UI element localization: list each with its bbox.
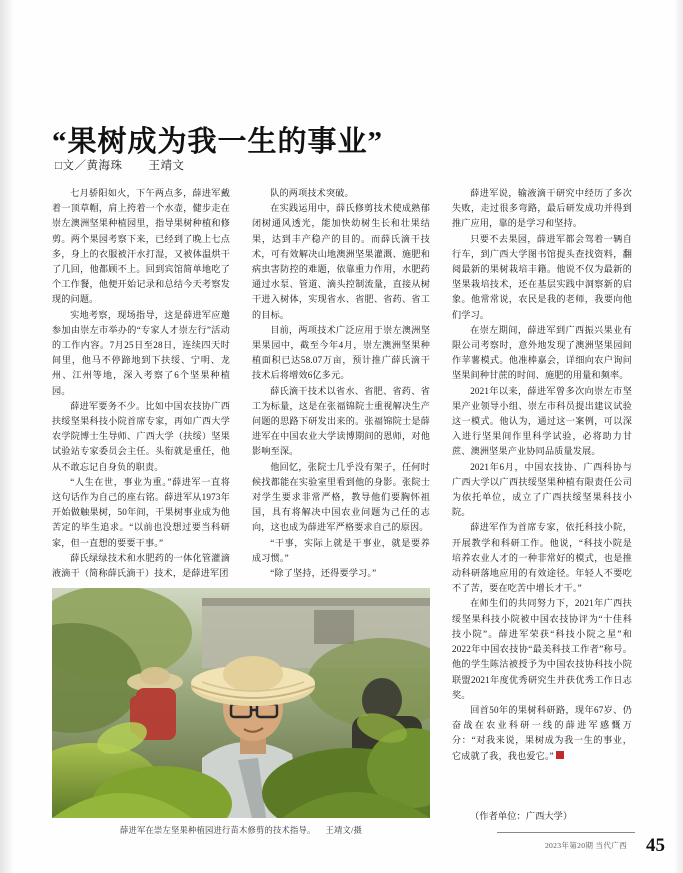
paragraph: 目前，两项技术广泛应用于崇左澳洲坚果果园中，截至今年4月，崇左澳洲坚果种植面积已达58.07万亩，预计推广薛氏滴干技术后将增效6亿多元。	[252, 324, 430, 381]
paragraph: “人生在世，事业为重。”薛进军一直将这句话作为自己的座右铭。薛进军从1973年开始做触果树，50年间，干果树事业成为他苦定的毕生追求。“以前也没想过要当科研家，但一直想的要要干事。”	[52, 476, 230, 548]
photo-credit: 王靖文/摄	[325, 826, 362, 835]
article-column-1	[52, 186, 230, 579]
paragraph: 2021年6月，中国农技协、广西科协与广西大学以广西扶绥坚果种植有限责任公司为依托单位，成立了广西扶绥坚果科技小院。	[452, 461, 632, 518]
paragraph: 队的两项技术突破。	[270, 188, 354, 198]
footer-meta	[545, 840, 627, 851]
footer-divider	[497, 832, 635, 833]
photo-caption-text: 薛进军在崇左坚果种植园进行苗木修剪的技术指导。	[120, 826, 316, 835]
paragraph: 2021年以来，薛进军曾多次向崇左市坚果产业领导小组、崇左市科员提出建议试验这一模式。他认为，通过这一案例，可以深入进行坚果间作里科学试验，必将助力甘蔗、澳洲坚果产业协同品质量发展。	[452, 385, 632, 457]
paragraph: 他回忆，张院士几乎没有架子，任何时候找都能在实验室里看到他的身影。张院士对学生要求非常严格，教导他们要胸怀祖国，具有将解决中国农业问题为己任的志向，这也成为薛进军严格要求自己的原因。	[252, 461, 430, 533]
paragraph: 薛进军要务不少。比如中国农技协广西扶绥坚果科技小院首席专家，再如广西大学农学院博士生导师、广西大学（扶绥）坚果试验站专家委员会主任。头衔就是重任，他从不敢忘记自身负的职责。	[52, 400, 230, 472]
paragraph: 薛进军说，输液滴干研究中经历了多次失败，走过很多弯路，最后研发成功并得到推广应用，靠的是学习和坚持。	[452, 188, 632, 229]
paragraph: 回首50年的果树科研路，现年67岁、仍奋战在农业科研一线的薛进军感慨万分：“对我来说，果树成为我一生的事业，它成就了我，我也爱它。”	[452, 704, 632, 761]
paragraph: “除了坚持，还得要学习。”	[270, 568, 377, 579]
paragraph: 在师生们的共同努力下，2021年广西扶绥坚果科技小院被中国农技协评为“十佳科技小院”。薛进军荣获“科技小院之星”和2022年中国农技协“最美科技工作者”称号。他的学生陈沽被授予为中国农技协科技小院联盟2021年度优秀研究生并获优秀工作日志奖。	[452, 598, 632, 700]
magazine-name: 当代广西	[595, 841, 627, 850]
byline	[55, 157, 184, 173]
paragraph: 在崇左期间，薛进军到广西振兴果业有限公司考察时，意外地发现了澳洲坚果园间作苹薯模式。他准棒嘉会，详细向农户询问坚果间种甘蔗的时间、施肥的用量和频率。	[452, 324, 632, 381]
page-number: 45	[646, 835, 665, 856]
author-unit	[470, 808, 572, 822]
issue-info: 2023年第20期	[544, 841, 594, 850]
paragraph: “干事，实际上就是干事业，就是要养成习惯。”	[252, 537, 430, 563]
byline-author-secondary: 王靖文	[148, 160, 185, 172]
byline-author-primary: □文／黄海珠	[55, 160, 123, 172]
paragraph: 薛氏绿绿技术和水肥药的一体化管灌滴液滴干（简称薛氏滴干）技术，是薛进军团	[52, 552, 230, 579]
article-photo	[52, 588, 430, 818]
page-title: “果树成为我一生的事业”	[52, 126, 384, 159]
orchard-photo-graphic	[52, 588, 430, 818]
page-footer	[0, 833, 683, 859]
paragraph: 七月骄阳如火，下午两点多，薛进军戴着一顶草帽，肩上挎着一个水壶，健步走在崇左澳洲坚果种植园里，指导果树种植和修剪。两个果园考察下来，已经到了晚上七点多，身上的衣服被汗水打湿，又被体温烘干了几回，他都顾不上。回到宾馆简单地吃了个工作餐，他便开始记录和总结今天考察发现的问题。	[52, 188, 230, 305]
paragraph: 在实践运用中，薛氏修剪技术使成熟郁闭树通风透光，能加快幼树生长和壮果结果，达到丰产稳产的目的。而薛氏滴干技术，可有效解决山地澳洲坚果灌溉、施肥和病虫害防控的难题，依靠重力作用，水肥药通过水泵、管道、滴头控制流量，直接从树干进入树体，实现省水、省肥、省药、省工的目标。	[252, 203, 430, 320]
author-unit-text: （作者单位：广西大学）	[470, 812, 573, 822]
article-column-2	[252, 186, 430, 586]
end-of-article-mark	[556, 751, 564, 759]
paragraph: 薛进军作为首席专家，依托科技小院，开展教学和科研工作。他说，“科技小院是培养农业人才的一种非常好的模式，也是推动科研落地应用的有效途径。年轻人不要吃不了苦，要在吃苦中增长才干。”	[452, 522, 632, 594]
paragraph: 只要不去果园，薛进军都会驾着一辆自行车，到广西大学图书馆提头查找资料，翻阅最新的果树栽培丰籍。他说不仅为最新的坚果栽培技术，还在基层实践中洞察新的启象。他常常说，农民是我的老师，我要向他们学习。	[452, 233, 632, 320]
paragraph: 薛氏滴干技术以省水、省肥、省药、省工为标量，这是在张福锦院士重视解决生产问题的思路下研发出来的。张福锦院士是薛进军在中国农业大学读博期间的恩师，对他影响至深。	[252, 385, 430, 457]
article-column-3	[452, 186, 632, 764]
paragraph: 实地考察，现场指导，这是薛进军应邀参加由崇左市举办的“专家人才崇左行”活动的工作内容。7月25日至28日，连续四天时间里，他马不停蹄地到下扶绥、宁明、龙州、江州等地，深入考察了6个坚果种植园。	[52, 309, 230, 396]
